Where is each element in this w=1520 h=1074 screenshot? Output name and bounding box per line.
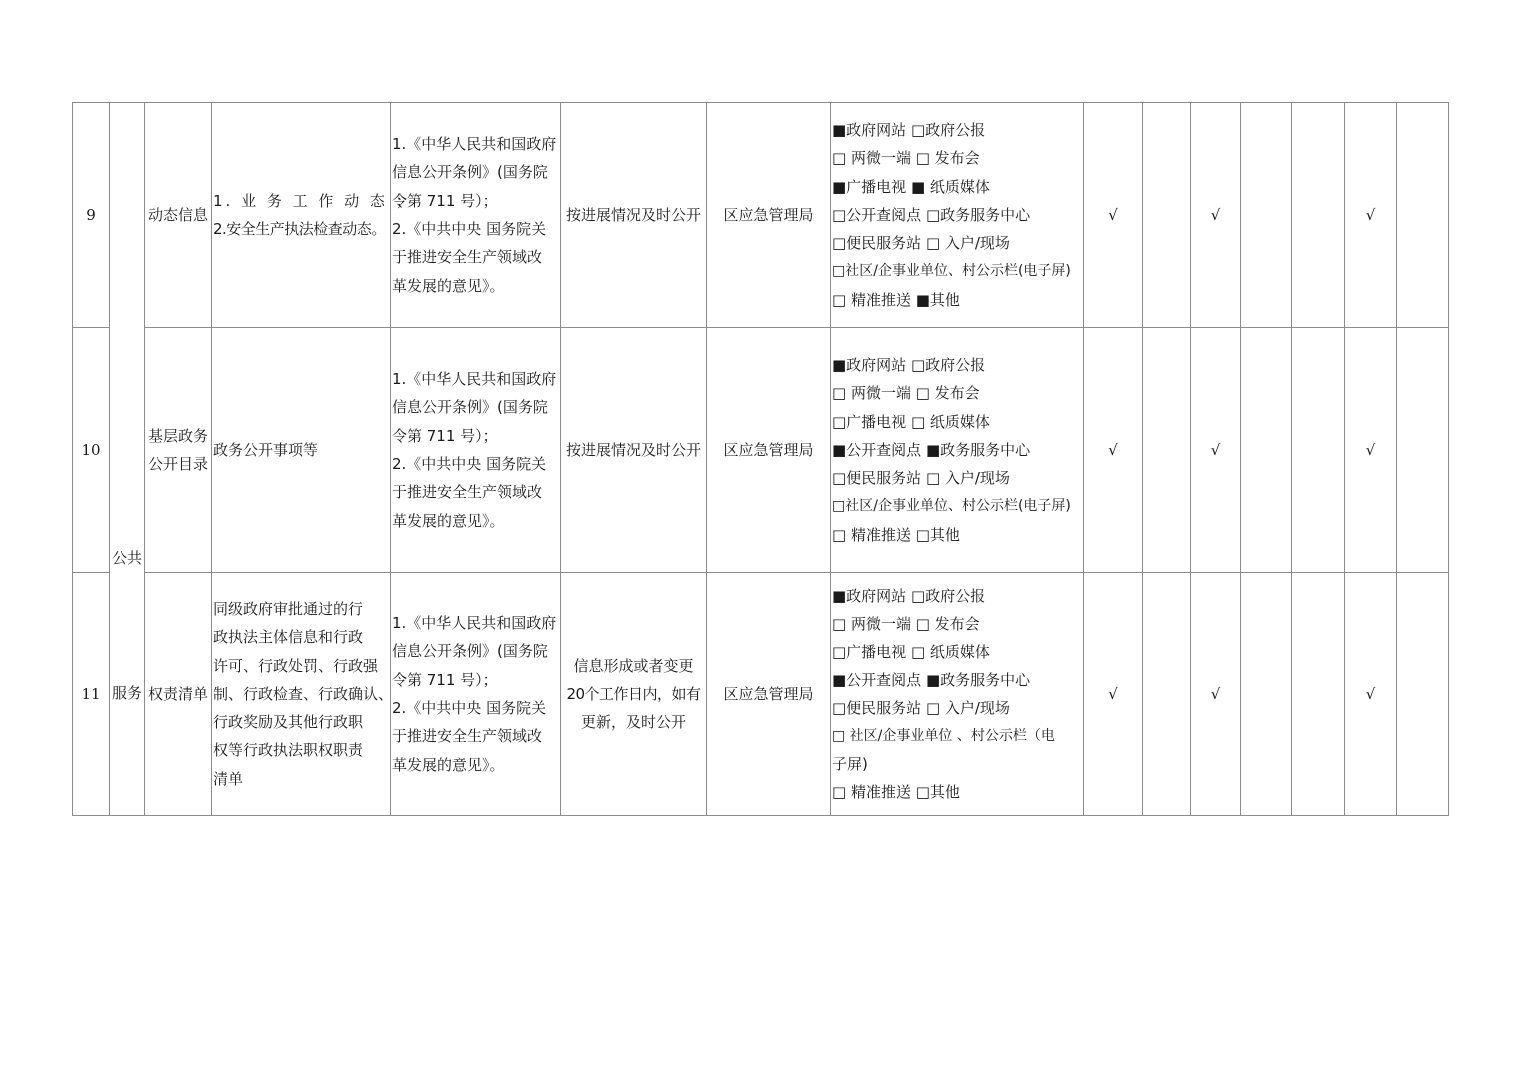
basis-line: 1.《中华人民共和国政府 (392, 614, 557, 633)
content-line: 清单 (213, 769, 244, 788)
channel-line: □便民服务站 □ 入户/现场 (832, 699, 1010, 717)
time-limit-line: 信息形成或者变更 (573, 656, 694, 675)
check-mark (1241, 573, 1292, 816)
basis-line: 令第 711 号）； (392, 191, 498, 210)
basis-line: 信息公开条例》(国务院 (392, 642, 548, 661)
time-limit-cell (561, 328, 707, 573)
basis-line: 2.《中共中央 国务院关 (392, 699, 547, 717)
content-line: 制、行政检查、行政确认、 (213, 684, 394, 703)
basis-line: 信息公开条例》(国务院 (392, 398, 548, 417)
channel-cell (831, 573, 1084, 816)
basis-line: 1.《中华人民共和国政府 (392, 135, 557, 154)
content-line: 2.安全生产执法检查动态。 (213, 220, 386, 238)
table-row (73, 573, 1449, 816)
channel-line: □社区/企事业单位、村公示栏(电子屏) (832, 498, 1071, 515)
check-mark (1241, 328, 1292, 573)
check-mark: √ (1345, 328, 1397, 573)
time-limit-cell (561, 573, 707, 816)
time-limit-line: 按进展情况及时公开 (565, 440, 701, 459)
category-line: 服务 (111, 684, 142, 703)
table-row (73, 103, 1449, 328)
time-limit-line: 20个工作日内，如有 (566, 684, 701, 703)
subject-cell: 区应急管理局 (707, 103, 831, 328)
row-index: 11 (73, 573, 110, 816)
channel-line: □ 两微一端 □ 发布会 (832, 615, 980, 633)
channel-line: □社区/企事业单位、村公示栏(电子屏) (832, 263, 1071, 280)
table-row (73, 328, 1449, 573)
check-mark (1143, 573, 1191, 816)
basis-line: 令第 711 号）； (392, 426, 498, 445)
category-cell (110, 103, 145, 328)
channel-line: ■政府网站 □政府公报 (832, 120, 986, 139)
category-line: 公共 (111, 549, 142, 568)
basis-line: 令第 711 号）； (392, 670, 498, 689)
basis-line: 信息公开条例》(国务院 (392, 163, 548, 182)
channel-line: ■政府网站 □政府公报 (832, 587, 986, 605)
subject-cell: 区应急管理局 (707, 573, 831, 816)
content-cell (212, 573, 394, 816)
content-cell (212, 328, 391, 573)
content-line: 1. 业 务 工 作 动 态 ； (213, 191, 414, 210)
content-line: 同级政府审批通过的行 (213, 599, 364, 618)
check-mark (1292, 573, 1345, 816)
check-mark: √ (1084, 328, 1143, 573)
check-mark (1397, 103, 1449, 328)
channel-line: □公开查阅点 □政务服务中心 (832, 205, 1031, 224)
content-line: 许可、行政处罚、行政强 (213, 656, 379, 675)
subject-cell: 区应急管理局 (707, 328, 831, 573)
channel-line: □ 精准推送 ■其他 (832, 290, 960, 309)
check-mark: √ (1191, 573, 1241, 816)
content-line: 行政奖励及其他行政职 (213, 713, 364, 732)
channel-line: □ 两微一端 □ 发布会 (832, 149, 980, 168)
channel-line: □广播电视 □ 纸质媒体 (832, 643, 990, 661)
check-mark: √ (1191, 328, 1241, 573)
item-name: 权责清单 (145, 573, 212, 816)
channel-line: ■公开查阅点 ■政务服务中心 (832, 671, 1031, 689)
basis-line: 于推进安全生产领域改 (392, 483, 543, 502)
check-mark: √ (1191, 103, 1241, 328)
check-mark (1143, 103, 1191, 328)
check-mark (1292, 103, 1345, 328)
channel-cell (831, 328, 1084, 573)
channel-line: □ 社区/企事业单位 、村公示栏（电 (832, 728, 1055, 744)
check-mark (1143, 328, 1191, 573)
check-mark (1397, 573, 1449, 816)
basis-line: 1.《中华人民共和国政府 (392, 370, 557, 389)
basis-line: 2.《中共中央 国务院关 (392, 220, 547, 238)
channel-line: □ 精准推送 □其他 (832, 525, 960, 544)
check-mark (1292, 328, 1345, 573)
row-index: 10 (73, 328, 110, 573)
row-index: 9 (73, 103, 110, 328)
content-cell (212, 103, 414, 328)
check-mark (1397, 328, 1449, 573)
basis-line: 于推进安全生产领域改 (392, 727, 543, 746)
channel-line: ■公开查阅点 ■政务服务中心 (832, 440, 1031, 459)
channel-line: □广播电视 □ 纸质媒体 (832, 412, 990, 431)
channel-line: □ 两微一端 □ 发布会 (832, 384, 980, 403)
basis-line: 革发展的意见》。 (392, 755, 505, 774)
content-line: 政务公开事项等 (213, 440, 319, 459)
disclosure-table (72, 102, 1449, 816)
check-mark: √ (1345, 573, 1397, 816)
channel-line: 子屏) (832, 755, 868, 773)
item-name-line: 公开目录 (147, 455, 208, 473)
item-name: 动态信息 (145, 103, 212, 328)
channel-line: □ 精准推送 □其他 (832, 783, 960, 801)
basis-cell (391, 103, 561, 328)
check-mark: √ (1084, 103, 1143, 328)
channel-line: ■广播电视 ■ 纸质媒体 (832, 177, 990, 196)
basis-line: 于推进安全生产领域改 (392, 248, 543, 267)
item-name-line: 基层政务 (147, 426, 208, 445)
time-limit-cell (561, 103, 707, 328)
check-mark: √ (1084, 573, 1143, 816)
basis-cell (391, 573, 561, 816)
check-mark (1241, 103, 1292, 328)
channel-line: □便民服务站 □ 入户/现场 (832, 234, 1010, 253)
basis-line: 革发展的意见》。 (392, 511, 505, 530)
category-cell (110, 328, 145, 573)
category-cell (110, 573, 145, 816)
time-limit-line: 更新，及时公开 (580, 713, 686, 732)
basis-cell (391, 328, 561, 573)
item-name (145, 328, 212, 573)
basis-line: 革发展的意见》。 (392, 276, 505, 295)
channel-line: □便民服务站 □ 入户/现场 (832, 469, 1010, 488)
content-line: 权等行政执法职权职责 (213, 741, 364, 760)
channel-line: ■政府网站 □政府公报 (832, 355, 986, 374)
channel-cell (831, 103, 1084, 328)
time-limit-line: 按进展情况及时公开 (565, 205, 701, 224)
content-line: 政执法主体信息和行政 (213, 628, 364, 647)
basis-line: 2.《中共中央 国务院关 (392, 455, 547, 473)
check-mark: √ (1345, 103, 1397, 328)
